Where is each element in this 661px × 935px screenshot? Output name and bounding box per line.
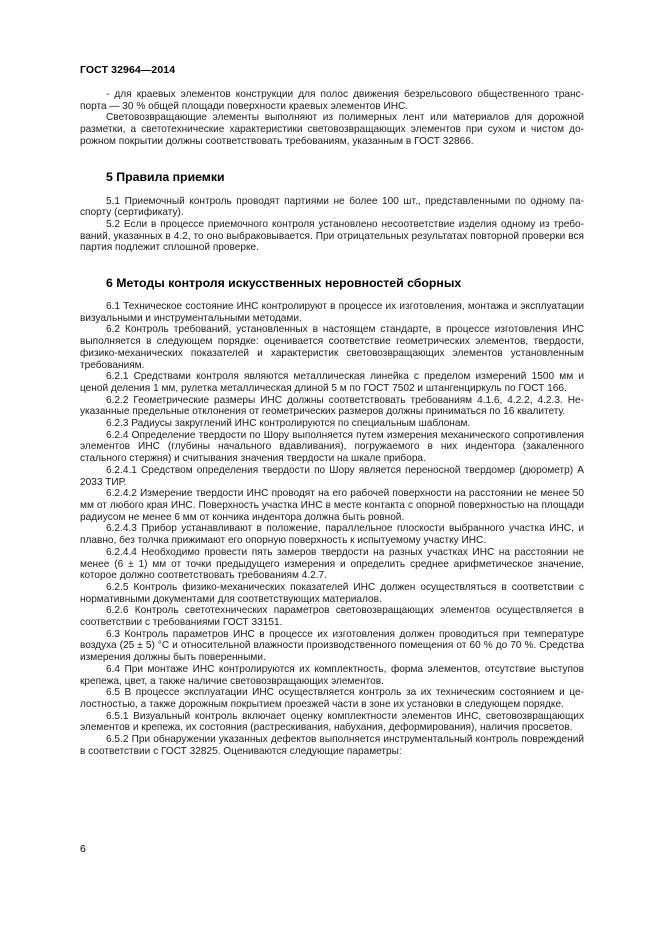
paragraph-intro-1: - для краевых элементов конструкции для полос движения безрельсового общественного транспорта — 30 % общей площади поверхности краевых элементов ИНС.: [80, 89, 584, 112]
paragraph-6-2-4-1: 6.2.4.1 Средством определения твердости по Шору является переносной твердомер (дюрометр) А 2033 ТИР.: [80, 464, 584, 488]
paragraph-6-5-2: 6.5.2 При обнаружении указанных дефектов выполняется инструментальный контроль повреждений в соответствии с ГОСТ 32825. Оцениваются следующие параметры:: [80, 734, 584, 757]
paragraph-6-3: 6.3 Контроль параметров ИНС в процессе их изготовления должен проводиться при температуре воздуха (25 ± 5) °С и относительной влажности производственного помещения от 60 % до 70 %. Средства измерения должны быть поверенными.: [80, 628, 584, 664]
paragraph-6-5-1: 6.5.1 Визуальный контроль включает оценку комплектности элементов ИНС, световозвращающих элементов и крепежа, их состояния (растрескивания, набухания, деформирования), наличия просветов.: [80, 710, 584, 734]
paragraph-6-2-4: 6.2.4 Определение твердости по Шору выполняется путем измерения механического сопротивления элементов ИНС (глубины начального вдавливания), погружаемого в них индентора (закаленного стального стержня) и считывания значения твердости на шкале прибора.: [80, 429, 584, 465]
paragraph-6-2-2: 6.2.2 Геометрические размеры ИНС должны соответствовать требованиям 4.1.6, 4.2.2, 4.2.3. Неуказанные предельные отклонения от геометрических размеров должны приниматься по 16 квалитету.: [80, 394, 584, 418]
page-number: 6: [80, 843, 86, 855]
paragraph-6-2-1: 6.2.1 Средствами контроля являются металлическая линейка с пределом измерений 1500 мм и ценой деления 1 мм, рулетка металлическая длиной 5 м по ГОСТ 7502 и штангенциркуль по ГОСТ 166.: [80, 371, 584, 394]
paragraph-6-2-4-2: 6.2.4.2 Измерение твердости ИНС проводят на его рабочей поверхности на расстоянии не менее 50 мм от любого края ИНС. Поверхность участка ИНС в месте контакта с опорной поверхностью на площади радиусом не менее 6 мм от кончика индентора должна быть ровной.: [80, 488, 584, 523]
paragraph-6-2-6: 6.2.6 Контроль светотехнических параметров световозвращающих элементов осуществляется в соответствии с требованиями ГОСТ 33151.: [80, 605, 584, 629]
document-header: ГОСТ 32964—2014: [80, 64, 176, 76]
paragraph-6-2: 6.2 Контроль требований, установленных в настоящем стандарте, в процессе изготовления ИНС выполняется в следующем порядке: оценивается соответствие геометрических элементов, твердости, физико-механических показателей и характеристик световозвращающих элементов установленным требованиям.: [80, 324, 584, 371]
paragraph-6-4: 6.4 При монтаже ИНС контролируются их комплектность, форма элементов, отсутствие выступов крепежа, цвет, а также наличие световозвращающих элементов.: [80, 663, 584, 687]
paragraph-6-2-4-4: 6.2.4.4 Необходимо провести пять замеров твердости на разных участках ИНС на расстоянии не менее (6 ± 1) мм от точки предыдущего измерения и определить среднее арифметическое значение, которое должно соответствовать требованиям 4.2.7.: [80, 546, 584, 582]
section-6-heading: 6 Методы контроля искусственных неровностей сборных: [106, 276, 462, 291]
paragraph-intro-2: Световозвращающие элементы выполняют из полимерных лент или материалов для дорожной разметки, а светотехнические характеристики световозвращающих элементов при сухом и чистом дорожном покрытии должны соответствовать требованиям, указанным в ГОСТ 32866.: [80, 112, 584, 147]
paragraph-5-2: 5.2 Если в процессе приемочного контроля установлено несоответствие изделия одному из требований, указанных в 4.2, то оно выбраковывается. При отрицательных результатах повторной проверки вся партия подлежит сплошной проверке.: [80, 218, 584, 254]
paragraph-5-1: 5.1 Приемочный контроль проводят партиями не более 100 шт., представленными по одному паспорту (сертификату).: [80, 195, 584, 219]
paragraph-6-2-3: 6.2.3 Радиусы закруглений ИНС контролируются по специальным шаблонам.: [106, 418, 471, 430]
document-body: [80, 89, 584, 757]
paragraph-6-1: 6.1 Техническое состояние ИНС контролируют в процессе их изготовления, монтажа и эксплуатации визуальными и инструментальными методами.: [80, 301, 584, 324]
paragraph-6-2-4-3: 6.2.4.3 Прибор устанавливают в положение, параллельное плоскости выбранного участка ИНС, и плавно, без толчка прижимают его опорную поверхность к испытуемому участку ИНС.: [80, 523, 584, 547]
paragraph-6-5: 6.5 В процессе эксплуатации ИНС осуществляется контроль за их техническим состоянием и целостностью, а также дорожным покрытием проезжей части в зоне их установки в следующем порядке.: [80, 687, 584, 710]
section-5-heading: 5 Правила приемки: [106, 169, 225, 184]
paragraph-6-2-5: 6.2.5 Контроль физико-механических показателей ИНС должен осуществляться в соответствии с нормативными документами для соответствующих материалов.: [80, 581, 584, 605]
